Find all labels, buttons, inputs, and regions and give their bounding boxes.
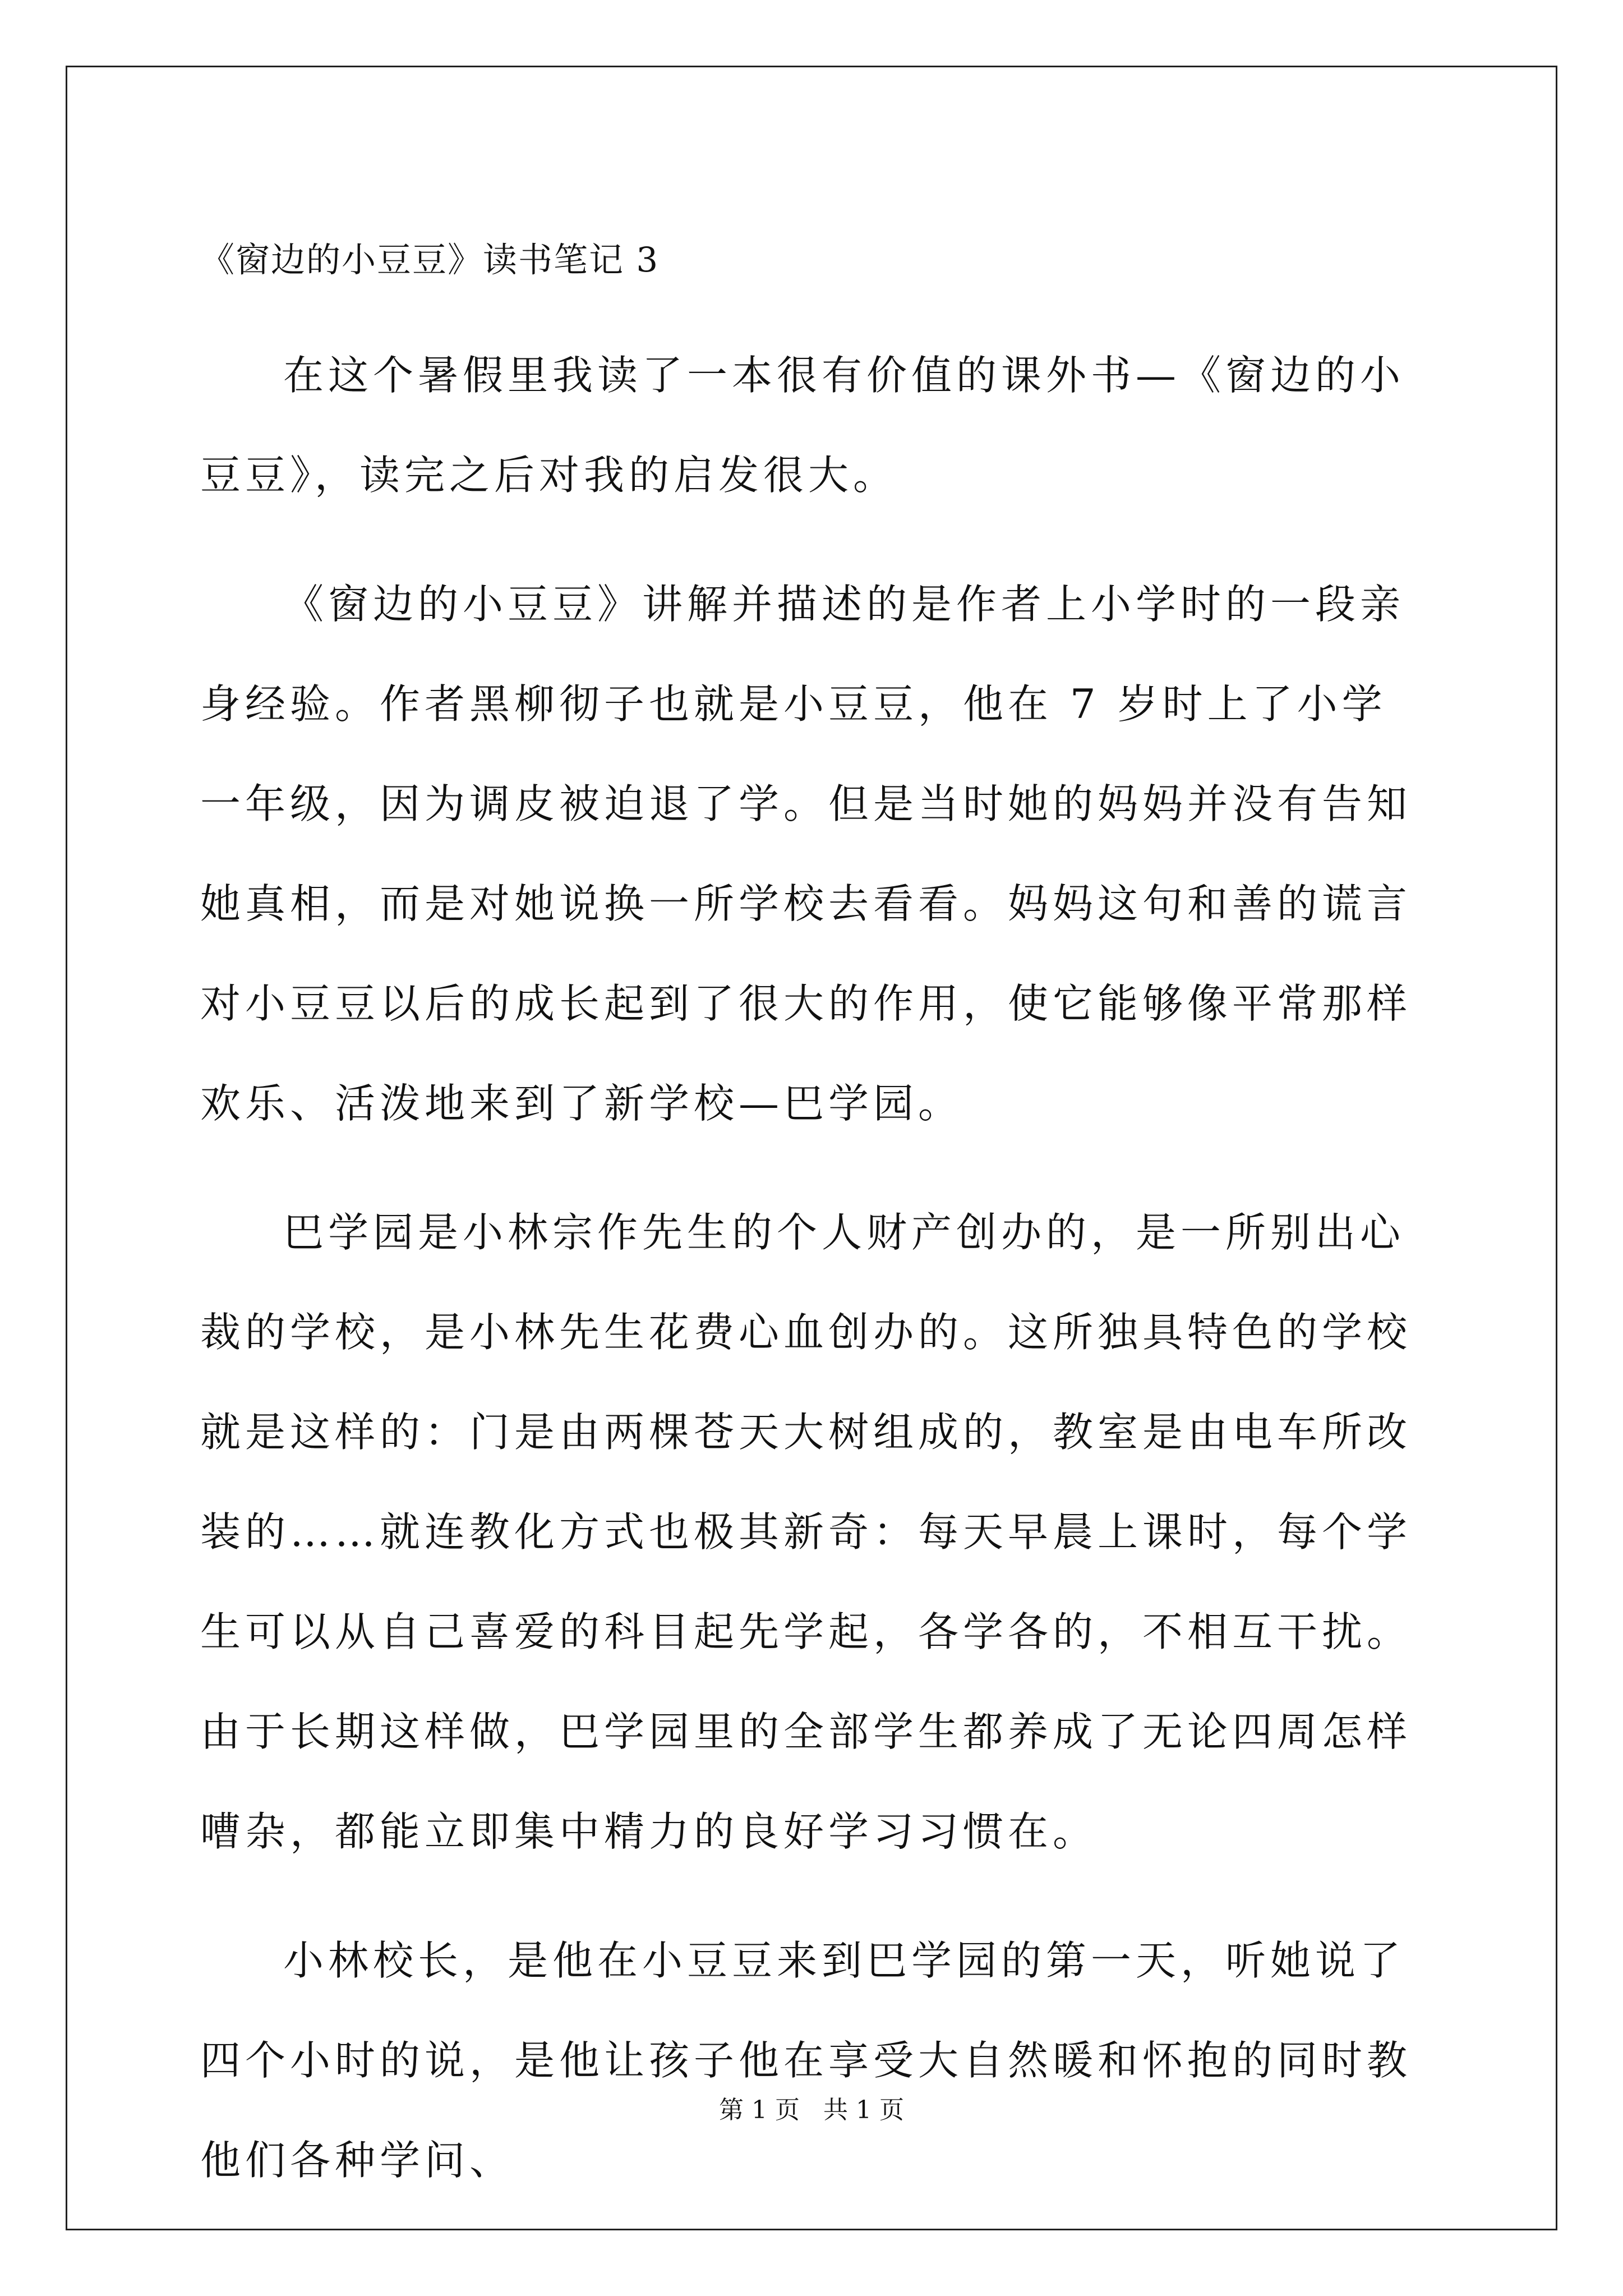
paragraph-3: 巴学园是小林宗作先生的个人财产创办的，是一所别出心裁的学校，是小林先生花费心血创办的。这所独具特色的学校就是这样的：门是由两棵苍天大树组成的，教室是由电车所改装的……就连教化方式也极其新奇：每天早晨上课时，每个学生可以从自己喜爱的科目起先学起，各学各的，不相互干扰。由于长期这样做，巴学园里的全部学生都养成了无论四周怎样嘈杂，都能立即集中精力的良好学习习惯在。: [200, 1209, 1412, 1855]
paragraph-1: 在这个暑假里我读了一本很有价值的课外书—《窗边的小豆豆》，读完之后对我的启发很大。: [200, 352, 1405, 499]
document-title: 《窗边的小豆豆》读书笔记 3: [200, 240, 660, 280]
paragraph-2: 《窗边的小豆豆》讲解并描述的是作者上小学时的一段亲身经验。作者黑柳彻子也就是小豆豆，他在 7 岁时上了小学一年级，因为调皮被迫退了学。但是当时她的妈妈并没有告知她真相，而是对她说换一所学校去看看。妈妈这句和善的谎言对小豆豆以后的成长起到了很大的作用，使它能够像平常那样欢乐、活泼地来到了新学校—巴学园。: [200, 581, 1412, 1127]
page-footer: 第 1 页 共 1 页: [719, 2096, 904, 2124]
document-body: [200, 224, 1428, 2210]
paragraph-4: 小林校长，是他在小豆豆来到巴学园的第一天，听她说了四个小时的说，是他让孩子他在享受大自然暖和怀抱的同时教他们各种学问、: [200, 1937, 1412, 2184]
